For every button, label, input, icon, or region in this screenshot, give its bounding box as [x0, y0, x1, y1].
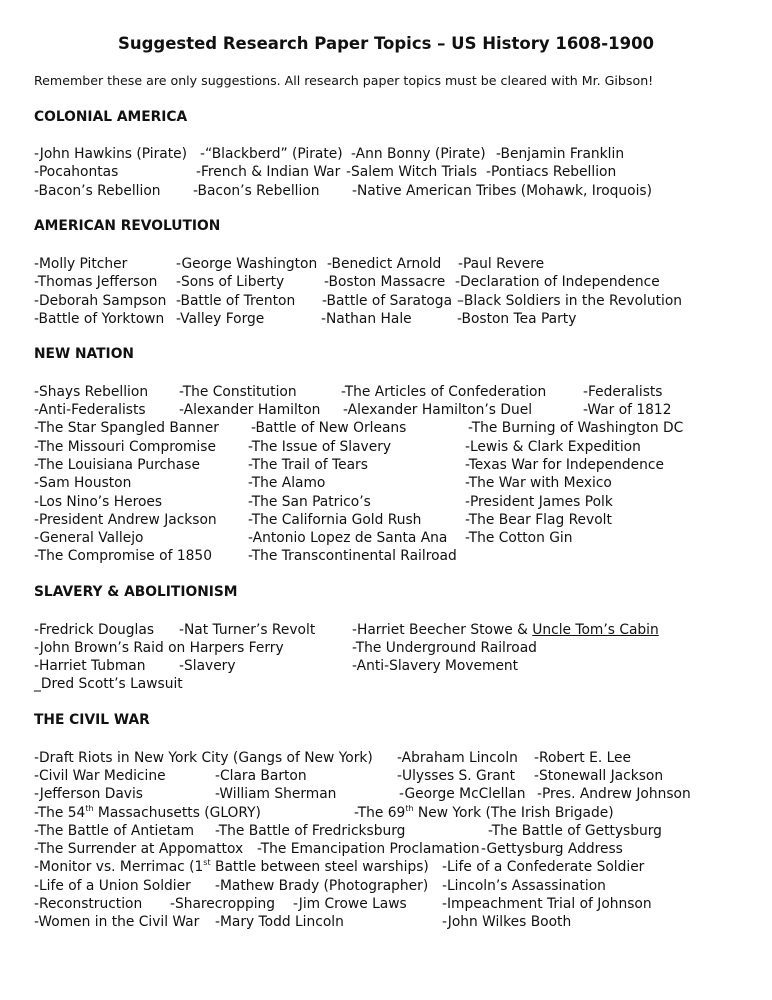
- section-heading-slavery: SLAVERY & ABOLITIONISM: [34, 584, 238, 600]
- topic-item: -Battle of Yorktown: [34, 311, 165, 327]
- section-heading-revolution: AMERICAN REVOLUTION: [34, 218, 221, 234]
- topic-item: -President Andrew Jackson: [34, 512, 217, 528]
- ordinal-suffix: th: [405, 804, 414, 813]
- topic-item: -Impeachment Trial of Johnson: [442, 896, 652, 912]
- topic-item: -The Articles of Confederation: [341, 384, 547, 400]
- topic-item-text: New York (The Irish Brigade): [413, 805, 614, 821]
- topic-item: -Nat Turner’s Revolt: [179, 622, 316, 638]
- ordinal-suffix: th: [85, 804, 94, 813]
- topic-item: -The Missouri Compromise: [34, 439, 216, 455]
- topic-item: -The Transcontinental Railroad: [248, 548, 457, 564]
- topic-item: -Molly Pitcher: [34, 256, 128, 272]
- topic-item: -Harriet Tubman: [34, 658, 146, 674]
- topic-item: -Valley Forge: [176, 311, 265, 327]
- topic-item: -Pres. Andrew Johnson: [537, 786, 691, 802]
- topic-item: -The War with Mexico: [465, 475, 612, 491]
- topic-item: -John Hawkins (Pirate): [34, 146, 188, 162]
- topic-item-text: -The 69: [354, 805, 406, 821]
- topic-item: -Pocahontas: [34, 164, 119, 180]
- topic-item: -Women in the Civil War: [34, 914, 200, 930]
- topic-item-text: -Monitor vs. Merrimac (1: [34, 859, 204, 875]
- topic-item: _Dred Scott’s Lawsuit: [34, 676, 183, 692]
- topic-item: -George Washington: [176, 256, 318, 272]
- ordinal-suffix: st: [203, 858, 211, 867]
- topic-item: -The Trail of Tears: [248, 457, 368, 473]
- topic-item: -The Underground Railroad: [352, 640, 537, 656]
- topic-item: -President James Polk: [465, 494, 613, 510]
- section-heading-civil-war: THE CIVIL WAR: [34, 712, 150, 728]
- topic-item: -Lewis & Clark Expedition: [465, 439, 641, 455]
- topic-item-text: Battle between steel warships): [210, 859, 429, 875]
- topic-item: [34, 804, 261, 822]
- topic-item: -Draft Riots in New York City (Gangs of New York): [34, 750, 373, 766]
- topic-item: -Paul Revere: [458, 256, 545, 272]
- topic-item: -Sam Houston: [34, 475, 132, 491]
- topic-item-text: Massachusetts (GLORY): [93, 805, 261, 821]
- topic-item: -War of 1812: [583, 402, 672, 418]
- topic-item: -Jefferson Davis: [34, 786, 143, 802]
- topic-item: -Antonio Lopez de Santa Ana: [248, 530, 448, 546]
- topic-item: -Native American Tribes (Mohawk, Iroquois): [352, 183, 653, 199]
- topic-item: -Los Nino’s Heroes: [34, 494, 163, 510]
- topic-item: -George McClellan: [399, 786, 526, 802]
- topic-item: -Life of a Union Soldier: [34, 878, 191, 894]
- topic-item: -The Surrender at Appomattox: [34, 841, 244, 857]
- topic-item: -The San Patrico’s: [248, 494, 371, 510]
- topic-item: -Thomas Jefferson: [34, 274, 158, 290]
- topic-item: -The Battle of Fredricksburg: [215, 823, 406, 839]
- topic-item: -The Cotton Gin: [465, 530, 573, 546]
- topic-item: –Black Soldiers in the Revolution: [457, 293, 683, 309]
- topic-item: -Texas War for Independence: [465, 457, 664, 473]
- topic-item: -The California Gold Rush: [248, 512, 422, 528]
- topic-item: -Shays Rebellion: [34, 384, 149, 400]
- topic-item: -Salem Witch Trials: [346, 164, 478, 180]
- topic-item: -Deborah Sampson: [34, 293, 167, 309]
- topic-item: -The Emancipation Proclamation: [257, 841, 480, 857]
- topic-item-text: -The 54: [34, 805, 86, 821]
- topic-item: -The Issue of Slavery: [248, 439, 392, 455]
- topic-item: -Declaration of Independence: [455, 274, 660, 290]
- topic-item: -Sons of Liberty: [176, 274, 285, 290]
- instruction-note: Remember these are only suggestions. All research paper topics must be cleared with Mr. Gibson!: [34, 73, 654, 88]
- topic-item: -Fredrick Douglas: [34, 622, 155, 638]
- topic-item: -The Compromise of 1850: [34, 548, 212, 564]
- topic-item: -Boston Massacre: [324, 274, 446, 290]
- topic-item: -Reconstruction: [34, 896, 143, 912]
- section-heading-new-nation: NEW NATION: [34, 346, 134, 362]
- topic-item: -“Blackberd” (Pirate): [200, 146, 343, 162]
- topic-item: -Battle of Saratoga: [322, 293, 453, 309]
- topic-item: -The Star Spangled Banner: [34, 420, 219, 436]
- topic-item: -John Wilkes Booth: [442, 914, 572, 930]
- topic-item: -French & Indian War: [196, 164, 341, 180]
- topic-item: -Slavery: [179, 658, 236, 674]
- topic-item: [352, 621, 659, 639]
- topic-item: -Lincoln’s Assassination: [442, 878, 606, 894]
- topic-item: -William Sherman: [215, 786, 337, 802]
- topic-item: -The Constitution: [179, 384, 297, 400]
- topic-item: -Mathew Brady (Photographer): [215, 878, 429, 894]
- topic-item: -The Louisiana Purchase: [34, 457, 200, 473]
- topic-item: -Benedict Arnold: [327, 256, 442, 272]
- topic-item: -Jim Crowe Laws: [293, 896, 407, 912]
- topic-item: -The Alamo: [248, 475, 326, 491]
- topic-item: -John Brown’s Raid on Harpers Ferry: [34, 640, 284, 656]
- topic-item-text: -Harriet Beecher Stowe &: [352, 622, 533, 638]
- topic-item: -Battle of Trenton: [176, 293, 296, 309]
- topic-item: -Stonewall Jackson: [534, 768, 664, 784]
- book-title: Uncle Tom’s Cabin: [532, 622, 659, 638]
- topic-item: [34, 858, 429, 876]
- topic-item: -The Battle of Antietam: [34, 823, 195, 839]
- topic-item: [354, 804, 614, 822]
- topic-item: -Mary Todd Lincoln: [215, 914, 344, 930]
- topic-item: -Alexander Hamilton: [179, 402, 321, 418]
- topic-item: -Ann Bonny (Pirate): [351, 146, 486, 162]
- topic-item: -The Burning of Washington DC: [468, 420, 684, 436]
- topic-item: -Gettysburg Address: [481, 841, 623, 857]
- topic-item: -Anti-Federalists: [34, 402, 146, 418]
- topic-item: -Life of a Confederate Soldier: [442, 859, 645, 875]
- topic-item: -Clara Barton: [215, 768, 307, 784]
- topic-item: -Robert E. Lee: [534, 750, 632, 766]
- topic-item: -Bacon’s Rebellion: [193, 183, 320, 199]
- topic-item: -The Battle of Gettysburg: [488, 823, 662, 839]
- topic-item: -Civil War Medicine: [34, 768, 166, 784]
- topic-item: -Abraham Lincoln: [397, 750, 518, 766]
- topic-item: -General Vallejo: [34, 530, 144, 546]
- topic-item: -Ulysses S. Grant: [397, 768, 516, 784]
- topic-item: -Sharecropping: [170, 896, 276, 912]
- topic-item: -Nathan Hale: [321, 311, 412, 327]
- topic-item: -Alexander Hamilton’s Duel: [343, 402, 533, 418]
- page-title: Suggested Research Paper Topics – US History 1608-1900: [117, 34, 655, 53]
- topic-item: -Benjamin Franklin: [496, 146, 625, 162]
- topic-item: -Battle of New Orleans: [251, 420, 407, 436]
- topic-item: -Boston Tea Party: [457, 311, 577, 327]
- topic-item: -Bacon’s Rebellion: [34, 183, 161, 199]
- topic-item: -The Bear Flag Revolt: [465, 512, 612, 528]
- topic-item: -Pontiacs Rebellion: [486, 164, 617, 180]
- section-heading-colonial: COLONIAL AMERICA: [34, 109, 188, 125]
- topic-item: -Anti-Slavery Movement: [352, 658, 519, 674]
- topic-item: -Federalists: [583, 384, 663, 400]
